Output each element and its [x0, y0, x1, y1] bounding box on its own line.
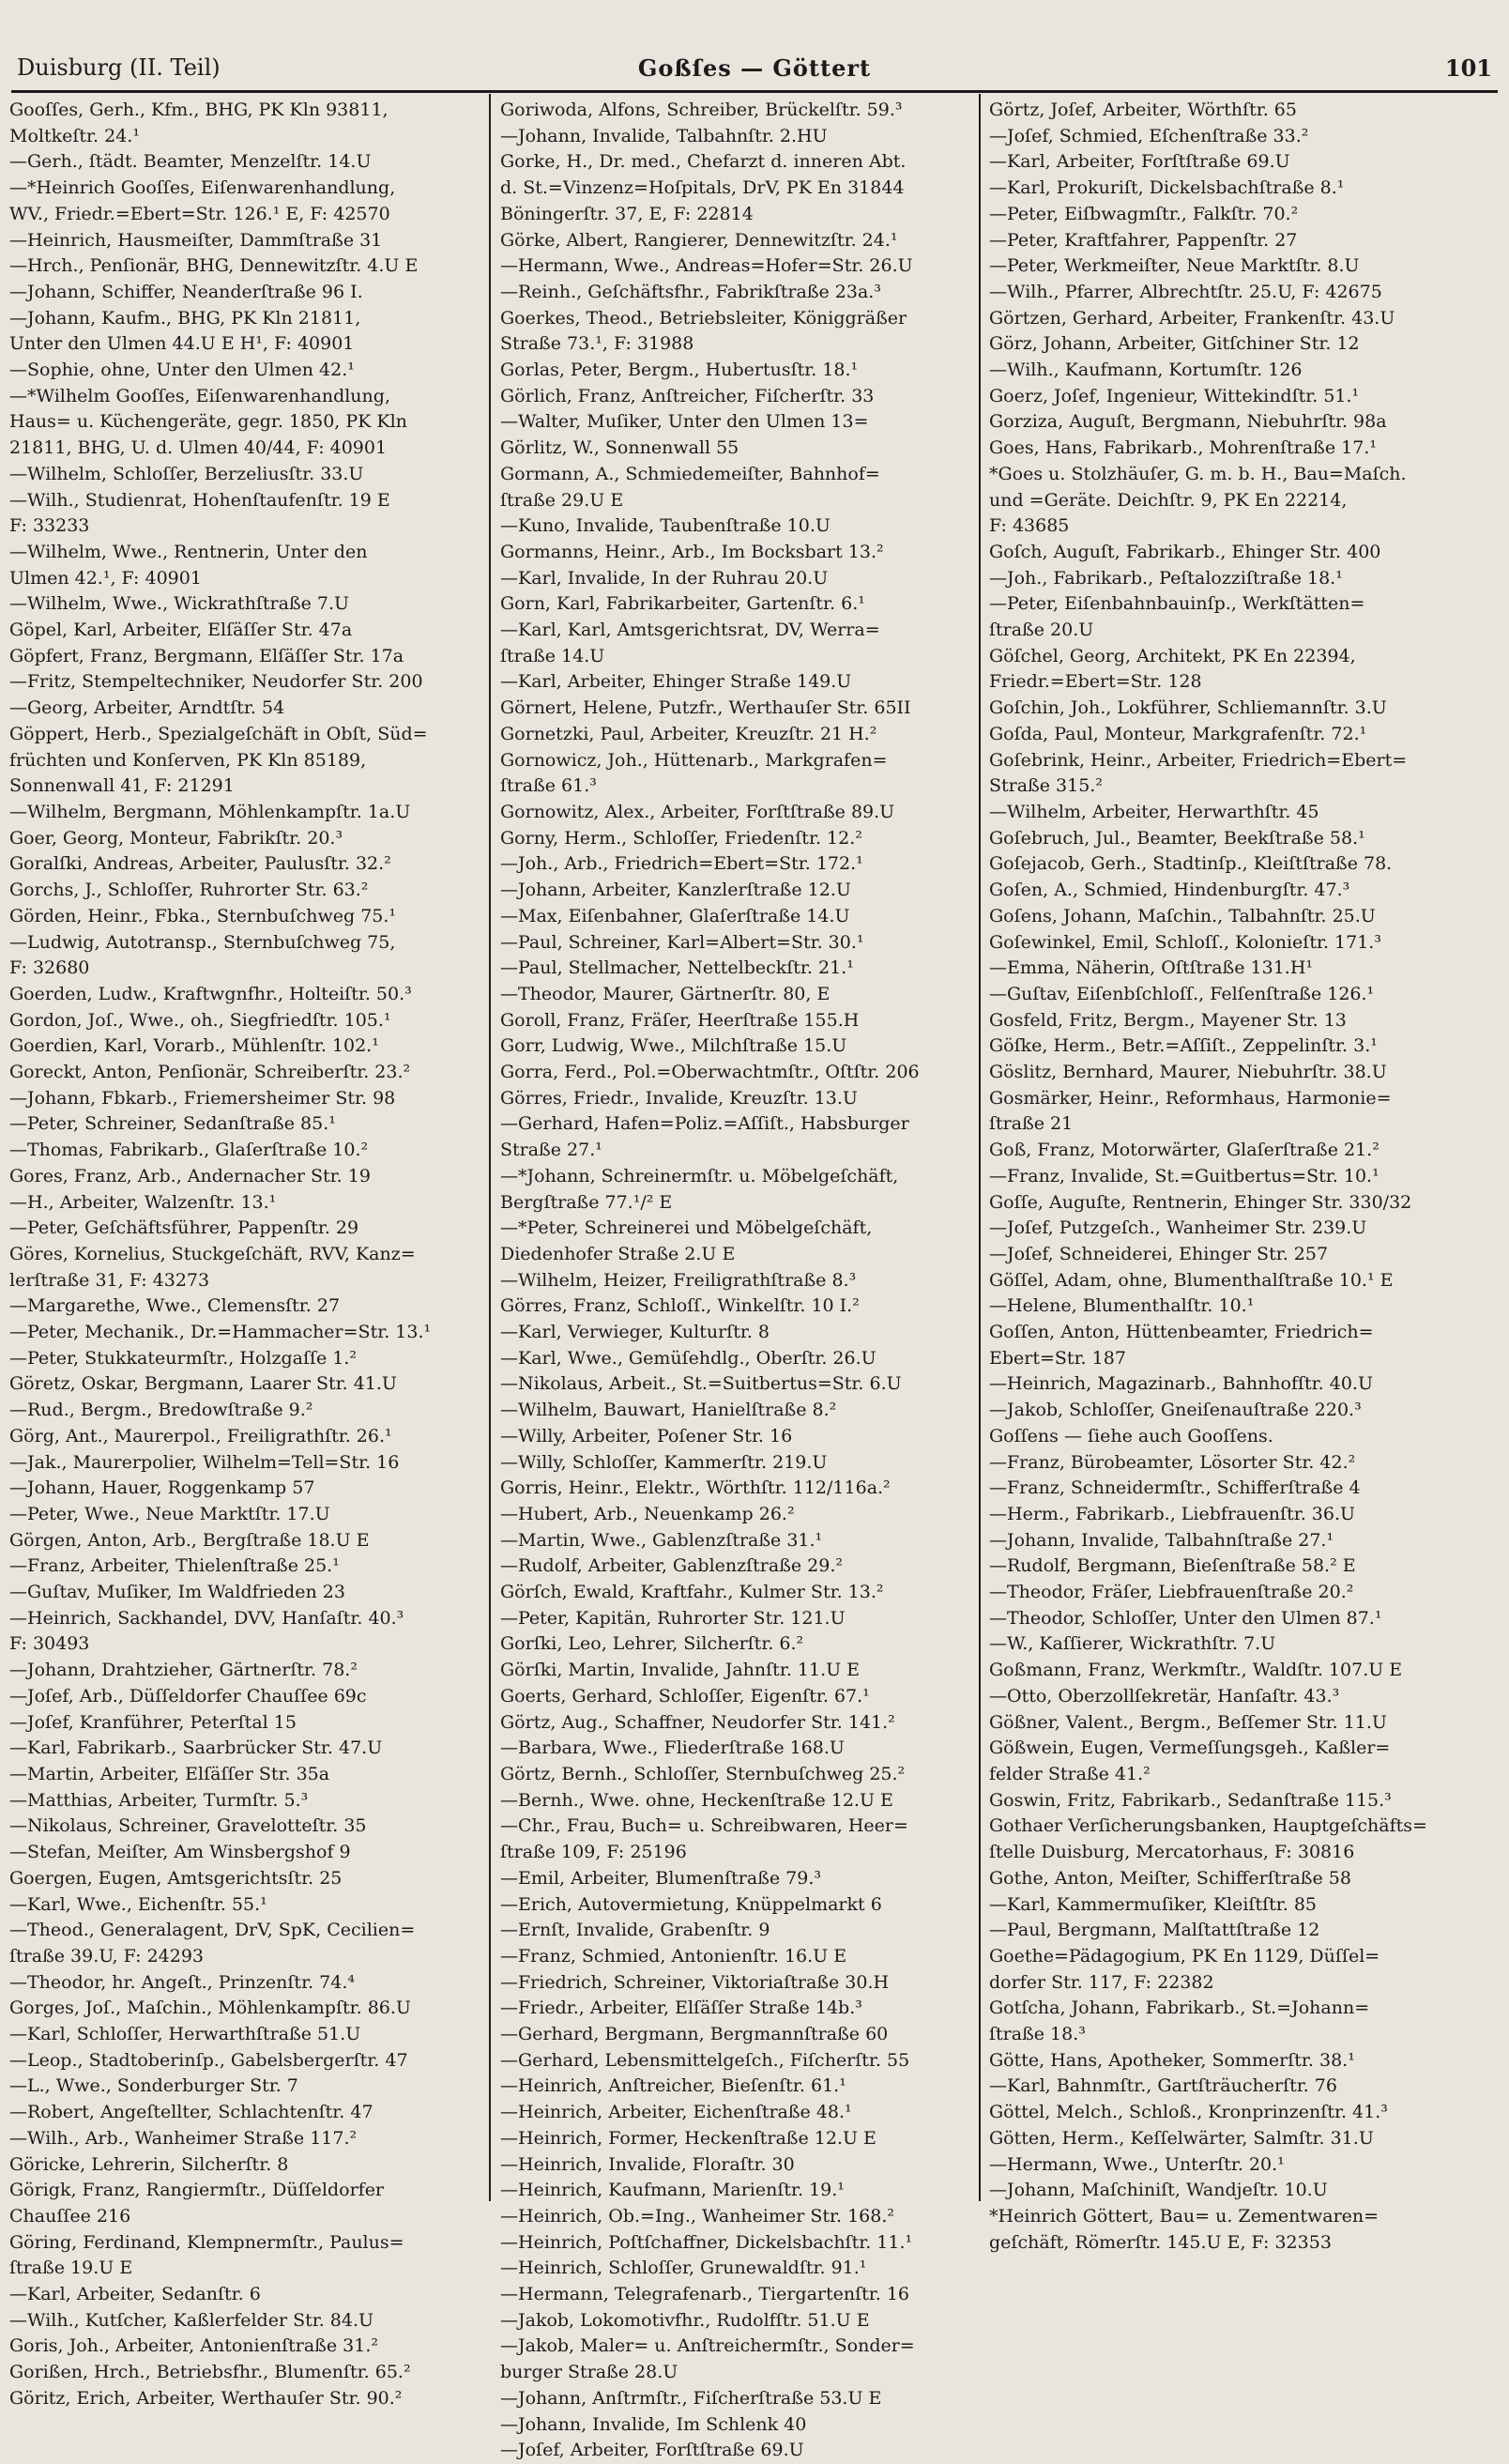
directory-entry: —Rud., Bergm., Bredowſtraße 9.²	[9, 1400, 313, 1421]
directory-entry: —Heinrich, Anſtreicher, Bieſenſtr. 61.¹	[500, 2075, 846, 2097]
directory-entry: Gorißen, Hrch., Betriebsfhr., Blumenſtr. 65.²	[9, 2362, 411, 2383]
directory-entry: Görres, Friedr., Invalide, Kreuzſtr. 13.U	[500, 1087, 858, 1109]
directory-entry: Goſebrink, Heinr., Arbeiter, Friedrich=Ebert= Straße 315.²	[989, 749, 1408, 797]
directory-entry: —Theod., Generalagent, DrV, SpK, Cecilien= ſtraße 39.U, F: 24293	[9, 1920, 416, 1967]
directory-entry: Gorris, Heinr., Elektr., Wörthſtr. 112/116a.²	[500, 1477, 891, 1499]
directory-entry: —Johann, Kaufm., BHG, PK Kln 21811, Unter den Ulmen 44.U E H¹, F: 40901	[9, 307, 361, 355]
directory-entry: —Theodor, Fräſer, Liebfrauenſtraße 20.²	[989, 1582, 1354, 1603]
directory-entry: —Franz, Invalide, St.=Guitbertus=Str. 10.¹	[989, 1165, 1379, 1186]
directory-entry: Görlich, Franz, Anſtreicher, Fiſcherſtr. 33	[500, 385, 875, 406]
header-name-range: Goßſes — Göttert	[637, 54, 872, 82]
directory-entry: —Joſef, Schmied, Eſchenſtraße 33.²	[989, 125, 1309, 146]
directory-entry: Görigk, Franz, Rangiermſtr., Düſſeldorfer Chauſſee 216	[9, 2180, 385, 2227]
directory-entry: —Nikolaus, Schreiner, Gravelotteſtr. 35	[9, 1815, 367, 1837]
directory-entry: —Joſef, Arb., Düſſeldorfer Chauſſee 69c	[9, 1685, 367, 1706]
directory-entry: Goriwoda, Alfons, Schreiber, Brückelſtr. 59.³	[500, 99, 903, 120]
header-city: Duisburg (II. Teil)	[17, 54, 221, 81]
directory-entry: Gorlas, Peter, Bergm., Hubertusſtr. 18.¹	[500, 360, 859, 381]
directory-entry: —Hubert, Arb., Neuenkamp 26.²	[500, 1503, 795, 1524]
directory-entry: —Otto, Oberzollſekretär, Hanſaſtr. 43.³	[989, 1685, 1340, 1706]
directory-entry: Gotſcha, Johann, Fabrikarb., St.=Johann= ſtraße 18.³	[989, 1997, 1370, 2045]
directory-entry: Göppert, Herb., Spezialgeſchäft in Obſt, Süd= früchten und Konſerven, PK Kln 85189, Sonnenwall 41, F: 21291	[9, 723, 428, 797]
directory-entry: —Johann, Invalide, Im Schlenk 40	[500, 2413, 807, 2435]
directory-entry: —Willy, Schloſſer, Kammerſtr. 219.U	[500, 1451, 828, 1473]
directory-entry: —Sophie, ohne, Unter den Ulmen 42.¹	[9, 360, 355, 381]
directory-entry: Goris, Joh., Arbeiter, Antonienſtraße 31.²	[9, 2335, 378, 2357]
directory-entry: —Jakob, Schloſſer, Gneiſenauſtraße 220.³	[989, 1400, 1362, 1421]
directory-entry: Göpel, Karl, Arbeiter, Elſäſſer Str. 47a	[9, 620, 353, 641]
directory-entry: —Wilhelm, Wwe., Rentnerin, Unter den Ulmen 42.¹, F: 40901	[9, 541, 368, 589]
directory-entry: Görz, Johann, Arbeiter, Gitſchiner Str. 12	[989, 333, 1360, 355]
directory-entry: —Karl, Verwieger, Kulturſtr. 8	[500, 1322, 770, 1343]
directory-entry: Goſewinkel, Emil, Schloſſ., Kolonieſtr. 171.³	[989, 931, 1381, 953]
directory-entry: —Peter, Wwe., Neue Marktſtr. 17.U	[9, 1503, 330, 1524]
directory-entry: Göſke, Herm., Betr.=Aſſiſt., Zeppelinſtr. 3.¹	[989, 1035, 1378, 1057]
directory-entry: Goroll, Franz, Fräſer, Heerſtraße 155.H	[500, 1009, 860, 1031]
directory-entry: Gorziza, Auguſt, Bergmann, Niebuhrſtr. 98a	[989, 411, 1387, 433]
directory-entry: Görnert, Helene, Putzfr., Werthauſer Str. 65II	[500, 697, 911, 719]
directory-entry: —Paul, Bergmann, Malſtattſtraße 12	[989, 1920, 1320, 1941]
directory-entry: —Karl, Fabrikarb., Saarbrücker Str. 47.U	[9, 1737, 383, 1759]
directory-entry: —Peter, Schreiner, Sedanſtraße 85.¹	[9, 1113, 336, 1135]
directory-entry: Goſebruch, Jul., Beamter, Beekſtraße 58.¹	[989, 827, 1365, 849]
directory-entry: —Franz, Schneidermſtr., Schifferſtraße 4	[989, 1477, 1361, 1499]
directory-entry: Göretz, Oskar, Bergmann, Laarer Str. 41.U	[9, 1373, 397, 1395]
directory-entry: —Martin, Arbeiter, Elſäſſer Str. 35a	[9, 1764, 330, 1784]
page-number: 101	[1444, 54, 1492, 82]
directory-entry: —Wilh., Kutſcher, Kaßlerfelder Str. 84.U	[9, 2309, 374, 2331]
directory-entry: Gooſſes, Gerh., Kfm., BHG, PK Kln 93811, Moltkeſtr. 24.¹	[9, 99, 389, 146]
directory-entry: —Theodor, Maurer, Gärtnerſtr. 80, E	[500, 983, 831, 1004]
directory-entry: Goßmann, Franz, Werkmſtr., Waldſtr. 107.U E	[989, 1660, 1403, 1681]
directory-entry: —Bernh., Wwe. ohne, Heckenſtraße 12.U E	[500, 1789, 893, 1811]
directory-entry: Görgen, Anton, Arb., Bergſtraße 18.U E	[9, 1529, 370, 1551]
directory-entry: —Joſef, Kranführer, Peterſtal 15	[9, 1711, 297, 1733]
directory-entry: —Rudolf, Bergmann, Bieſenſtraße 58.² E	[989, 1555, 1356, 1577]
directory-entry: Görke, Albert, Rangierer, Dennewitzſtr. 24.¹	[500, 229, 898, 251]
directory-entry: —Leop., Stadtoberinſp., Gabelsbergerſtr. 47	[9, 2049, 408, 2071]
directory-entry: —Wilhelm, Schloſſer, Berzeliusſtr. 33.U	[9, 463, 364, 484]
directory-entry: Gormann, A., Schmiedemeiſter, Bahnhof= ſtraße 29.U E	[500, 463, 880, 511]
directory-entry: Gorr, Ludwig, Wwe., Milchſtraße 15.U	[500, 1035, 847, 1057]
directory-entry: —Paul, Stellmacher, Nettelbeckſtr. 21.¹	[500, 957, 854, 979]
directory-entry: Goſchin, Joh., Lokführer, Schliemannſtr. 3.U	[989, 697, 1387, 719]
directory-entry: —Peter, Kapitän, Ruhrorter Str. 121.U	[500, 1607, 846, 1629]
directory-entry: —Karl, Invalide, In der Ruhrau 20.U	[500, 567, 829, 589]
directory-entry: Goſch, Auguſt, Fabrikarb., Ehinger Str. 400	[989, 541, 1381, 562]
directory-entry: Görlitz, W., Sonnenwall 55	[500, 437, 739, 459]
directory-entry: —Johann, Arbeiter, Kanzlerſtraße 12.U	[500, 880, 851, 901]
directory-entry: —Peter, Eiſenbahnbauinſp., Werkſtätten= ſtraße 20.U	[989, 593, 1365, 641]
directory-entry: —Karl, Schloſſer, Herwarthſtraße 51.U	[9, 2024, 361, 2045]
directory-entry: Goſſens — ſiehe auch Gooſſens.	[989, 1425, 1273, 1446]
directory-entry: —Ernſt, Invalide, Grabenſtr. 9	[500, 1920, 770, 1941]
directory-entry: —*Johann, Schreinermſtr. u. Möbelgeſchäft, Bergſtraße 77.¹/² E	[500, 1165, 899, 1213]
directory-entry: —Hrch., Penſionär, BHG, Dennewitzſtr. 4.U E	[9, 255, 419, 277]
directory-entry: Göſchel, Georg, Architekt, PK En 22394, Friedr.=Ebert=Str. 128	[989, 645, 1356, 693]
directory-entry: —Robert, Angeſtellter, Schlachtenſtr. 47	[9, 2102, 373, 2123]
directory-entry: —Heinrich, Kaufmann, Marienſtr. 19.¹	[500, 2180, 845, 2201]
directory-entry: —*Peter, Schreinerei und Möbelgeſchäft, Diedenhofer Straße 2.U E	[500, 1217, 873, 1264]
directory-entry: —Karl, Kammermuſiker, Kleiſtſtr. 85	[989, 1893, 1318, 1915]
directory-entry: Gößwein, Eugen, Vermeſſungsgeh., Kaßler= felder Straße 41.²	[989, 1737, 1391, 1784]
directory-entry: Gosmärker, Heinr., Reformhaus, Harmonie= ſtraße 21	[989, 1087, 1392, 1135]
directory-entry: —Stefan, Meiſter, Am Winsbergshof 9	[9, 1842, 351, 1863]
directory-entry: —Guſtav, Eiſenbſchloſſ., Felſenſtraße 126.¹	[989, 983, 1375, 1004]
directory-entry: —Peter, Stukkateurmſtr., Holzgaſſe 1.²	[9, 1347, 358, 1369]
directory-entry: —Wilh., Kaufmann, Kortumſtr. 126	[989, 360, 1303, 381]
directory-entry: —Rudolf, Arbeiter, Gablenzſtraße 29.²	[500, 1555, 844, 1577]
column-3	[989, 98, 1460, 2253]
directory-entry: Goſejacob, Gerh., Stadtinſp., Kleiſtſtraße 78.	[989, 853, 1393, 875]
directory-entry: Goerz, Joſef, Ingenieur, Wittekindſtr. 51.¹	[989, 385, 1360, 406]
directory-entry: Gores, Franz, Arb., Andernacher Str. 19	[9, 1165, 371, 1186]
directory-entry: —Martin, Wwe., Gablenzſtraße 31.¹	[500, 1529, 823, 1551]
directory-entry: —*Heinrich Gooſſes, Eiſenwarenhandlung, WV., Friedr.=Ebert=Str. 126.¹ E, F: 42570	[9, 177, 396, 224]
directory-entry: Görres, Franz, Schloſſ., Winkelſtr. 10 I.²	[500, 1295, 860, 1317]
directory-entry: —Johann, Schiffer, Neanderſtraße 96 I.	[9, 281, 363, 302]
directory-entry: —Franz, Arbeiter, Thielenſtraße 25.¹	[9, 1555, 340, 1577]
directory-entry: Goerts, Gerhard, Schloſſer, Eigenſtr. 67.¹	[500, 1685, 870, 1706]
directory-entry: Goſen, A., Schmied, Hindenburgſtr. 47.³	[989, 880, 1350, 901]
directory-entry: —Georg, Arbeiter, Arndtſtr. 54	[9, 697, 285, 719]
directory-entry: Görden, Heinr., Fbka., Sternbuſchweg 75.¹	[9, 905, 397, 926]
directory-entry: —Theodor, hr. Angeſt., Prinzenſtr. 74.⁴	[9, 1971, 355, 1993]
directory-entry: —Karl, Wwe., Gemüſehdlg., Oberſtr. 26.U	[500, 1347, 876, 1369]
directory-entry: —Karl, Wwe., Eichenſtr. 55.¹	[9, 1893, 267, 1915]
directory-entry: *Heinrich Göttert, Bau= u. Zementwaren= geſchäft, Römerſtr. 145.U E, F: 32353	[989, 2205, 1379, 2253]
directory-entry: —Paul, Schreiner, Karl=Albert=Str. 30.¹	[500, 931, 864, 953]
directory-entry: Goergen, Eugen, Amtsgerichtsſtr. 25	[9, 1867, 343, 1889]
directory-entry: —Walter, Muſiker, Unter den Ulmen 13=	[500, 411, 869, 433]
directory-entry: Gorn, Karl, Fabrikarbeiter, Gartenſtr. 6.¹	[500, 593, 865, 615]
directory-entry: —Johann, Drahtzieher, Gärtnerſtr. 78.²	[9, 1660, 358, 1681]
directory-entry: Görtzen, Gerhard, Arbeiter, Frankenſtr. 43.U	[989, 307, 1395, 329]
directory-entry: Görtz, Aug., Schaffner, Neudorfer Str. 141.²	[500, 1711, 895, 1733]
directory-entry: —Friedrich, Schreiner, Viktoriaſtraße 30.H	[500, 1971, 890, 1993]
directory-entry: —Karl, Prokuriſt, Dickelsbachſtraße 8.¹	[989, 177, 1345, 199]
directory-entry: —Heinrich, Sackhandel, DVV, Hanſaſtr. 40.³ F: 30493	[9, 1607, 404, 1655]
directory-entry: —Peter, Werkmeiſter, Neue Marktſtr. 8.U	[989, 255, 1360, 277]
directory-entry: Goſda, Paul, Monteur, Markgrafenſtr. 72.¹	[989, 723, 1367, 744]
directory-entry: —Peter, Mechanik., Dr.=Hammacher=Str. 13.¹	[9, 1322, 432, 1343]
directory-entry: Goerkes, Theod., Betriebsleiter, Königgräßer Straße 73.¹, F: 31988	[500, 307, 907, 355]
directory-entry: Göricke, Lehrerin, Silcherſtr. 8	[9, 2153, 289, 2175]
column-divider	[489, 94, 491, 2201]
page-header	[17, 54, 1492, 92]
directory-entry: —Karl, Bahnmſtr., Gartſträucherſtr. 76	[989, 2075, 1337, 2097]
directory-entry: —Ludwig, Autotransp., Sternbuſchweg 75, F: 32680	[9, 931, 396, 979]
directory-entry: —Johann, Invalide, Talbahnſtraße 27.¹	[989, 1529, 1334, 1551]
directory-entry: —Theodor, Schloſſer, Unter den Ulmen 87.¹	[989, 1607, 1382, 1629]
directory-entry: —Thomas, Fabrikarb., Glaſerſtraße 10.²	[9, 1140, 369, 1161]
directory-entry: —Johann, Hauer, Roggenkamp 57	[9, 1477, 315, 1499]
directory-entry: *Goes u. Stolzhäuſer, G. m. b. H., Bau=Maſch. und =Geräte. Deichſtr. 9, PK En 22214, F: 43685	[989, 463, 1407, 537]
directory-entry: —Franz, Bürobeamter, Lösorter Str. 42.²	[989, 1451, 1356, 1473]
directory-entry: —Erich, Autovermietung, Knüppelmarkt 6	[500, 1893, 882, 1915]
directory-entry: —Wilh., Arb., Wanheimer Straße 117.²	[9, 2127, 358, 2149]
header-rule	[11, 90, 1498, 93]
directory-entry: —Fritz, Stempeltechniker, Neudorfer Str. 200	[9, 671, 423, 693]
directory-entry: —Joſef, Arbeiter, Forſtſtraße 69.U	[500, 2440, 804, 2461]
directory-entry: —Joh., Fabrikarb., Peſtalozziſtraße 18.¹	[989, 567, 1343, 589]
directory-entry: —Nikolaus, Arbeit., St.=Suitbertus=Str. 6.U	[500, 1373, 902, 1395]
directory-entry: Goreckt, Anton, Penſionär, Schreiberſtr. 23.²	[9, 1062, 411, 1083]
directory-entry: —Hermann, Wwe., Andreas=Hofer=Str. 26.U	[500, 255, 913, 277]
column-1	[9, 98, 480, 2409]
directory-entry: Götten, Herm., Keſſelwärter, Salmſtr. 31.U	[989, 2127, 1374, 2149]
directory-entry: —Heinrich, Invalide, Floraſtr. 30	[500, 2153, 795, 2175]
directory-entry: —Heinrich, Former, Heckenſtraße 12.U E	[500, 2127, 876, 2149]
directory-entry: Gößner, Valent., Bergm., Beſſemer Str. 11.U	[989, 1711, 1387, 1733]
directory-entry: —Karl, Arbeiter, Sedanſtr. 6	[9, 2284, 261, 2305]
directory-entry: —Heinrich, Hausmeiſter, Dammſtraße 31	[9, 229, 383, 251]
directory-entry: —Heinrich, Schloſſer, Grunewaldſtr. 91.¹	[500, 2257, 867, 2279]
directory-entry: —Kuno, Invalide, Taubenſtraße 10.U	[500, 515, 831, 537]
directory-entry: Görtz, Bernh., Schloſſer, Sternbuſchweg 25.²	[500, 1764, 906, 1784]
directory-entry: Gordon, Joſ., Wwe., oh., Siegfriedſtr. 105.¹	[9, 1009, 391, 1031]
directory-entry: —Joh., Arb., Friedrich=Ebert=Str. 172.¹	[500, 853, 863, 875]
directory-entry: —Gerh., ſtädt. Beamter, Menzelſtr. 14.U	[9, 151, 372, 173]
directory-entry: Görtz, Joſef, Arbeiter, Wörthſtr. 65	[989, 99, 1297, 120]
directory-entry: Gormanns, Heinr., Arb., Im Bocksbart 13.²	[500, 541, 884, 562]
directory-entry: Gorra, Ferd., Pol.=Oberwachtmſtr., Oſtſtr. 206	[500, 1062, 920, 1083]
directory-entry: —Karl, Karl, Amtsgerichtsrat, DV, Werra= ſtraße 14.U	[500, 620, 880, 666]
column-2	[500, 98, 971, 2461]
directory-entry: —Jakob, Lokomotivfhr., Rudolfſtr. 51.U E	[500, 2309, 870, 2331]
directory-entry: Görſch, Ewald, Kraftfahr., Kulmer Str. 13.²	[500, 1582, 884, 1603]
directory-entry: —Johann, Fbkarb., Friemersheimer Str. 98	[9, 1087, 396, 1109]
directory-entry: —Wilh., Pfarrer, Albrechtſtr. 25.U, F: 42675	[989, 281, 1382, 302]
directory-entry: —Friedr., Arbeiter, Elſäſſer Straße 14b.³	[500, 1997, 862, 2019]
directory-entry: —Karl, Arbeiter, Forſtſtraße 69.U	[989, 151, 1290, 173]
directory-entry: —Barbara, Wwe., Fliederſtraße 168.U	[500, 1737, 845, 1759]
directory-entry: —Wilhelm, Bergmann, Möhlenkampſtr. 1a.U	[9, 801, 411, 822]
directory-entry: —Heinrich, Magazinarb., Bahnhofſtr. 40.U	[989, 1373, 1373, 1395]
directory-entry: Goethe=Pädagogium, PK En 1129, Düſſel= dorfer Str. 117, F: 22382	[989, 1945, 1380, 1993]
directory-entry: —Karl, Arbeiter, Ehinger Straße 149.U	[500, 671, 852, 693]
directory-entry: —Matthias, Arbeiter, Turmſtr. 5.³	[9, 1789, 309, 1811]
directory-entry: Goralſki, Andreas, Arbeiter, Paulusſtr. 32.²	[9, 853, 391, 875]
directory-entry: Goer, Georg, Monteur, Fabrikſtr. 20.³	[9, 827, 343, 849]
directory-entry: —Franz, Schmied, Antonienſtr. 16.U E	[500, 1945, 847, 1967]
directory-entry: Goſſen, Anton, Hüttenbeamter, Friedrich= Ebert=Str. 187	[989, 1322, 1374, 1369]
directory-entry: Göslitz, Bernhard, Maurer, Niebuhrſtr. 38.U	[989, 1062, 1387, 1083]
directory-entry: —Peter, Geſchäftsführer, Pappenſtr. 29	[9, 1217, 359, 1239]
directory-entry: Goes, Hans, Fabrikarb., Mohrenſtraße 17.¹	[989, 437, 1377, 459]
directory-entry: —Gerhard, Lebensmittelgeſch., Fiſcherſtr. 55	[500, 2049, 910, 2071]
directory-entry: —Willy, Arbeiter, Poſener Str. 16	[500, 1425, 793, 1446]
directory-entry: —Joſef, Putzgeſch., Wanheimer Str. 239.U	[989, 1217, 1367, 1239]
directory-entry: Goß, Franz, Motorwärter, Glaſerſtraße 21.²	[989, 1140, 1379, 1161]
directory-entry: —Emil, Arbeiter, Blumenſtraße 79.³	[500, 1867, 822, 1889]
directory-entry: Göres, Kornelius, Stuckgeſchäft, RVV, Kanz= lerſtraße 31, F: 43273	[9, 1243, 416, 1291]
directory-entry: —Helene, Blumenthalſtr. 10.¹	[989, 1295, 1255, 1317]
directory-entry: —Heinrich, Poſtſchaffner, Dickelsbachſtr. 11.¹	[500, 2231, 913, 2253]
directory-entry: Gorke, H., Dr. med., Chefarzt d. inneren Abt. d. St.=Vinzenz=Hoſpitals, DrV, PK En 31844 Böningerſtr. 37, E, F: 22814	[500, 151, 907, 224]
directory-entry: Göpfert, Franz, Bergmann, Elſäſſer Str. 17a	[9, 645, 404, 666]
directory-entry: —Margarethe, Wwe., Clemensſtr. 27	[9, 1295, 341, 1317]
directory-entry: —Heinrich, Ob.=Ing., Wanheimer Str. 168.²	[500, 2205, 894, 2227]
directory-entry: —Wilhelm, Heizer, Freiligrathſtraße 8.³	[500, 1269, 857, 1291]
directory-entry: —Gerhard, Hafen=Poliz.=Aſſiſt., Habsburger Straße 27.¹	[500, 1113, 909, 1161]
directory-entry: Götte, Hans, Apotheker, Sommerſtr. 38.¹	[989, 2049, 1355, 2071]
directory-entry: Gorſki, Leo, Lehrer, Silcherſtr. 6.²	[500, 1633, 804, 1655]
directory-entry: —Max, Eiſenbahner, Glaſerſtraße 14.U	[500, 905, 850, 926]
directory-entry: —W., Kaſſierer, Wickrathſtr. 7.U	[989, 1633, 1276, 1655]
directory-entry: Gorchs, J., Schloſſer, Ruhrorter Str. 63.²	[9, 880, 369, 901]
directory-entry: Gorges, Joſ., Maſchin., Möhlenkampſtr. 86.U	[9, 1997, 411, 2019]
directory-entry: —Jakob, Maler= u. Anſtreichermſtr., Sonder= burger Straße 28.U	[500, 2335, 915, 2383]
directory-entry: —Hermann, Wwe., Unterſtr. 20.¹	[989, 2153, 1285, 2175]
directory-entry: Gothaer Verſicherungsbanken, Hauptgeſchäfts= ſtelle Duisburg, Mercatorhaus, F: 30816	[989, 1815, 1427, 1863]
directory-entry: Gorny, Herm., Schloſſer, Friedenſtr. 12.²	[500, 827, 862, 849]
directory-entry: —Heinrich, Arbeiter, Eichenſtraße 48.¹	[500, 2102, 852, 2123]
directory-entry: —Wilhelm, Arbeiter, Herwarthſtr. 45	[989, 801, 1319, 822]
directory-entry: —H., Arbeiter, Walzenſtr. 13.¹	[9, 1191, 277, 1213]
directory-entry: Gornowitz, Alex., Arbeiter, Forſtſtraße 89.U	[500, 801, 895, 822]
directory-entry: —Johann, Invalide, Talbahnſtr. 2.HU	[500, 125, 828, 146]
directory-entry: —Gerhard, Bergmann, Bergmannſtraße 60	[500, 2024, 889, 2045]
directory-entry: —Guſtav, Muſiker, Im Waldfrieden 23	[9, 1582, 345, 1603]
directory-entry: —Jak., Maurerpolier, Wilhelm=Tell=Str. 16	[9, 1451, 400, 1473]
directory-entry: —Johann, Maſchiniſt, Wandjeſtr. 10.U	[989, 2180, 1328, 2201]
directory-entry: —L., Wwe., Sonderburger Str. 7	[9, 2075, 298, 2097]
directory-entry: Gosfeld, Fritz, Bergm., Mayener Str. 13	[989, 1009, 1347, 1031]
directory-entry: —Emma, Näherin, Oſtſtraße 131.H¹	[989, 957, 1314, 979]
directory-entry: —Herm., Fabrikarb., Liebfrauenſtr. 36.U	[989, 1503, 1356, 1524]
directory-entry: Goswin, Fritz, Fabrikarb., Sedanſtraße 115.³	[989, 1789, 1392, 1811]
directory-entry: Göſſel, Adam, ohne, Blumenthalſtraße 10.¹ E	[989, 1269, 1394, 1291]
directory-entry: —Wilh., Studienrat, Hohenſtaufenſtr. 19 E F: 33233	[9, 489, 390, 537]
directory-entry: Goſſe, Auguſte, Rentnerin, Ehinger Str. 330/32	[989, 1191, 1412, 1213]
directory-entry: Göring, Ferdinand, Klempnermſtr., Paulus= ſtraße 19.U E	[9, 2231, 404, 2279]
directory-entry: Gornowicz, Joh., Hüttenarb., Markgrafen= ſtraße 61.³	[500, 749, 888, 797]
directory-entry: Goerden, Ludw., Kraftwgnfhr., Holteiſtr. 50.³	[9, 983, 412, 1004]
directory-entry: —Johann, Anſtrmſtr., Fiſcherſtraße 53.U E	[500, 2387, 882, 2409]
directory-entry: Goſens, Johann, Maſchin., Talbahnſtr. 25.U	[989, 905, 1376, 926]
directory-entry: —Reinh., Geſchäftsfhr., Fabrikſtraße 23a.³	[500, 281, 881, 302]
directory-entry: —Wilhelm, Bauwart, Hanielſtraße 8.²	[500, 1400, 837, 1421]
directory-entry: —Hermann, Telegrafenarb., Tiergartenſtr. 16	[500, 2284, 910, 2305]
directory-entry: —Chr., Frau, Buch= u. Schreibwaren, Heer= ſtraße 109, F: 25196	[500, 1815, 908, 1863]
directory-entry: Göritz, Erich, Arbeiter, Werthauſer Str. 90.²	[9, 2387, 403, 2409]
directory-entry: Gothe, Anton, Meiſter, Schifferſtraße 58	[989, 1867, 1351, 1889]
directory-entry: Görg, Ant., Maurerpol., Freiligrathſtr. 26.¹	[9, 1425, 392, 1446]
directory-entry: Goerdien, Karl, Vorarb., Mühlenſtr. 102.¹	[9, 1035, 379, 1057]
column-divider	[979, 94, 981, 2201]
directory-entry: Görſki, Martin, Invalide, Jahnſtr. 11.U E	[500, 1660, 861, 1681]
directory-entry: Gornetzki, Paul, Arbeiter, Kreuzſtr. 21 H.²	[500, 723, 877, 744]
directory-entry: —Wilhelm, Wwe., Wickrathſtraße 7.U	[9, 593, 350, 615]
directory-entry: Göttel, Melch., Schloß., Kronprinzenſtr. 41.³	[989, 2102, 1388, 2123]
directory-entry: —Joſef, Schneiderei, Ehinger Str. 257	[989, 1243, 1329, 1264]
directory-entry: —Peter, Kraftfahrer, Pappenſtr. 27	[989, 229, 1298, 251]
directory-entry: —Peter, Eiſbwagmſtr., Falkſtr. 70.²	[989, 203, 1299, 224]
directory-entry: —*Wilhelm Gooſſes, Eiſenwarenhandlung, Haus= u. Küchengeräte, gegr. 1850, PK Kln 21811, BHG, U. d. Ulmen 40/44, F: 40901	[9, 385, 407, 459]
